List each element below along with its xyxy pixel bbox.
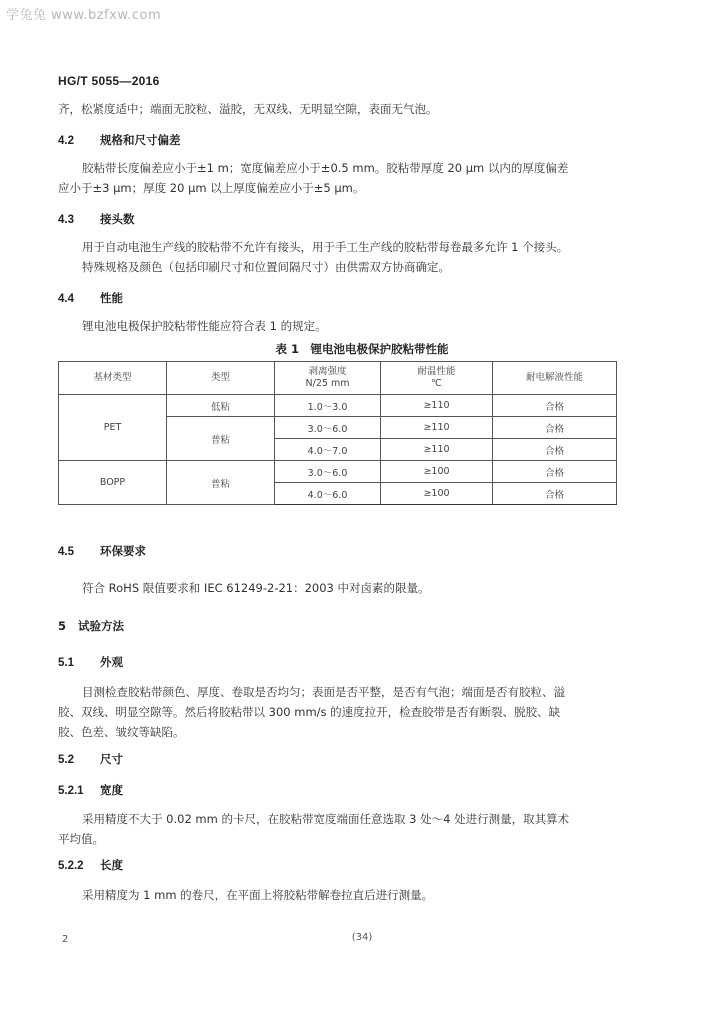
section-5-2-1-heading [58,782,123,798]
cell-electrolyte: 合格 [493,461,617,483]
section-number: 4.2 [58,135,74,147]
section-5-2-1-line-2: 平均值。 [58,832,104,846]
section-title: 尺寸 [100,752,123,766]
cell-type: 普粘 [167,461,275,505]
cell-peel: 4.0～7.0 [275,439,381,461]
section-title: 试验方法 [78,619,124,633]
watermark: 学兔兔 www.bzfxw.com [6,8,162,23]
section-number: 5.2.2 [58,860,84,872]
section-title: 外观 [100,655,123,669]
section-4-4-heading [58,290,123,306]
section-title: 规格和尺寸偏差 [100,133,181,147]
header-peel-strength [275,362,381,395]
header-electrolyte-resistance: 耐电解液性能 [493,362,617,395]
cell-heat: ≥100 [381,483,493,505]
table-row [59,395,617,417]
cell-electrolyte: 合格 [493,483,617,505]
section-4-2-line-2: 应小于±3 μm；厚度 20 μm 以上厚度偏差应小于±5 μm。 [58,181,365,195]
cell-type: 普粘 [167,417,275,461]
section-title: 性能 [100,291,123,305]
cell-peel: 4.0～6.0 [275,483,381,505]
section-4-3-line-2: 特殊规格及颜色（包括印刷尺寸和位置间隔尺寸）由供需双方协商确定。 [82,260,450,274]
section-4-4-line-1: 锂电池电极保护胶粘带性能应符合表 1 的规定。 [82,319,327,333]
table-header-row [59,362,617,395]
cell-substrate: PET [59,395,167,461]
header-heat-resistance [381,362,493,395]
cell-electrolyte: 合格 [493,395,617,417]
cell-peel: 1.0～3.0 [275,395,381,417]
header-peel-label: 剥离强度 [308,366,347,377]
table-row [59,461,617,483]
header-type: 类型 [167,362,275,395]
header-heat-label: 耐温性能 [417,366,456,377]
cell-heat: ≥100 [381,461,493,483]
section-4-5-line-1: 符合 RoHS 限值要求和 IEC 61249-2-21：2003 中对卤素的限量。 [82,581,430,595]
cell-substrate: BOPP [59,461,167,505]
intro-line: 齐，松紧度适中；端面无胶粒、溢胶，无双线、无明显空隙，表面无气泡。 [58,102,438,116]
section-number: 4.4 [58,293,74,305]
section-5-2-heading [58,751,123,767]
section-5-2-1-line-1: 采用精度不大于 0.02 mm 的卡尺，在胶粘带宽度端面任意选取 3 处～4 处进行测量，取其算术 [82,812,570,826]
properties-table [58,361,617,505]
section-5-2-2-line-1: 采用精度为 1 mm 的卷尺，在平面上将胶粘带解卷拉直后进行测量。 [82,888,434,902]
section-number: 4.3 [58,214,74,226]
section-title: 环保要求 [100,544,146,558]
section-number: 5.2 [58,754,74,766]
section-5-1-line-1: 目测检查胶粘带颜色、厚度、卷取是否均匀；表面是否平整，是否有气泡；端面是否有胶粒、溢 [82,685,565,699]
section-4-2-line-1: 胶粘带长度偏差应小于±1 m；宽度偏差应小于±0.5 mm。胶粘带厚度 20 μm 以内的厚度偏差 [82,161,569,175]
cell-heat: ≥110 [381,417,493,439]
header-heat-unit: ℃ [431,378,442,389]
standard-number: HG/T 5055—2016 [58,74,160,88]
cell-heat: ≥110 [381,395,493,417]
section-number: 5.1 [58,657,74,669]
section-number: 5 [58,619,67,633]
section-number: 5.2.1 [58,785,84,797]
section-4-5-heading [58,543,146,559]
cell-type: 低粘 [167,395,275,417]
section-4-2-heading [58,132,181,148]
page-number-center: (34) [351,932,373,943]
cell-heat: ≥110 [381,439,493,461]
section-5-1-line-3: 胶、色差、皱纹等缺陷。 [58,725,185,739]
section-5-heading [58,618,124,634]
section-title: 宽度 [100,783,123,797]
section-5-1-heading [58,654,123,670]
page-number-left: 2 [62,934,69,945]
section-4-3-heading [58,211,135,227]
section-title: 长度 [100,858,123,872]
section-4-3-line-1: 用于自动电池生产线的胶粘带不允许有接头，用于手工生产线的胶粘带每卷最多允许 1 个接头。 [82,240,569,254]
cell-electrolyte: 合格 [493,439,617,461]
section-title: 接头数 [100,212,135,226]
table-caption: 表 1 锂电池电极保护胶粘带性能 [275,342,449,356]
section-5-2-2-heading [58,857,123,873]
cell-peel: 3.0～6.0 [275,417,381,439]
cell-peel: 3.0～6.0 [275,461,381,483]
section-5-1-line-2: 胶、双线、明显空隙等。然后将胶粘带以 300 mm/s 的速度拉开，检查胶带是否有断裂、脱胶、缺 [58,705,561,719]
cell-electrolyte: 合格 [493,417,617,439]
header-substrate: 基材类型 [59,362,167,395]
header-peel-unit: N/25 mm [305,378,350,389]
section-number: 4.5 [58,546,74,558]
